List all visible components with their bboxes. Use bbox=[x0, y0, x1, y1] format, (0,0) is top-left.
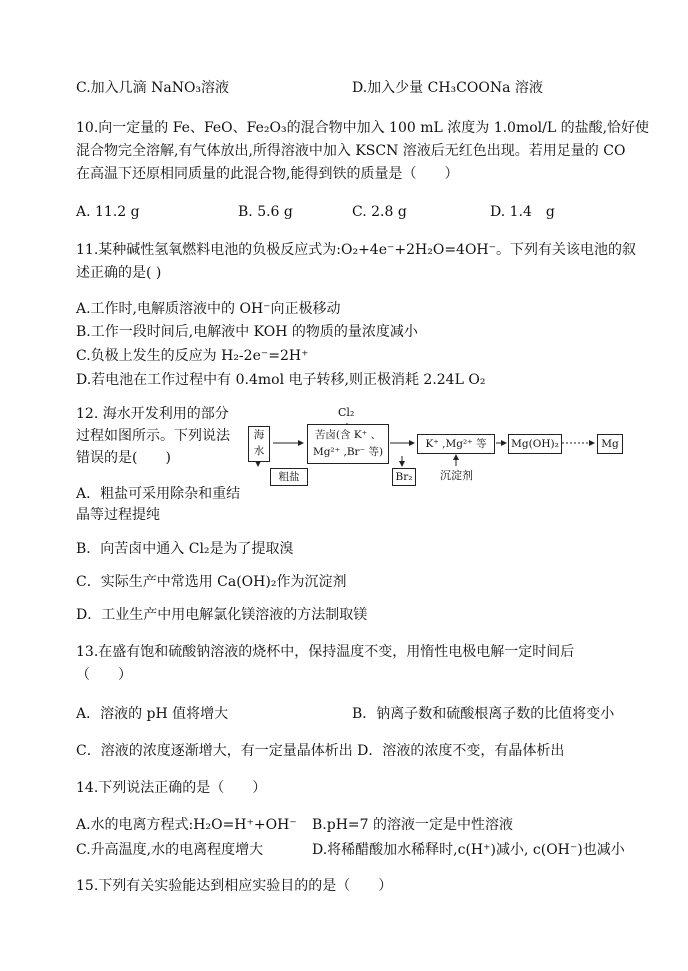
q11-option-d: D.若电池在工作过程中有 0.4mol 电子转移,则正极消耗 2.24L O₂ bbox=[76, 372, 486, 388]
precipitant-label: 沉淀剂 bbox=[440, 469, 473, 482]
q12-option-c: C．实际生产中常选用 Ca(OH)₂作为沉淀剂 bbox=[76, 574, 347, 590]
ions-box: K⁺ ,Mg²⁺ 等 bbox=[417, 434, 495, 454]
br2-box: Br₂ bbox=[392, 468, 416, 486]
q11-stem-line2: 述正确的是( ) bbox=[76, 265, 162, 281]
q9-option-c: C.加入几滴 NaNO₃溶液 bbox=[76, 80, 230, 96]
q12-option-b: B．向苦卤中通入 Cl₂是为了提取溴 bbox=[76, 541, 294, 557]
q13-option-b: B．钠离子数和硫酸根离子数的比值将变小 bbox=[352, 706, 615, 722]
q12-stem-line1: 12. 海水开发利用的部分 bbox=[76, 406, 229, 422]
q14-option-b: B.pH=7 的溶液一定是中性溶液 bbox=[312, 817, 513, 833]
q12-option-a-line1: A．粗盐可采用除杂和重结 bbox=[76, 486, 241, 502]
seawater-box: 海 水 bbox=[248, 426, 270, 462]
q10-option-d: D. 1.4 g bbox=[490, 204, 555, 220]
q12-stem-line2: 过程如图所示。下列说法 bbox=[76, 428, 230, 444]
q10-stem-line1: 10.向一定量的 Fe、FeO、Fe₂O₃的混合物中加入 100 mL 浓度为 1.0mol/L 的盐酸,恰好使 bbox=[76, 120, 650, 136]
cl2-label: Cl₂ bbox=[338, 406, 355, 419]
salt-box: 粗盐 bbox=[270, 468, 308, 486]
q14-option-c: C.升高温度,水的电离程度增大 bbox=[76, 842, 264, 858]
brine-line1: 苦卤(含 K⁺ 、 bbox=[314, 429, 382, 441]
q13-option-cd: C．溶液的浓度逐渐增大，有一定量晶体析出 D．溶液的浓度不变，有晶体析出 bbox=[76, 743, 565, 759]
brine-box bbox=[307, 424, 389, 464]
mgoh2-box: Mg(OH)₂ bbox=[508, 434, 562, 454]
q14-option-d: D.将稀醋酸加水稀释时,c(H⁺)减小, c(OH⁻)也减小 bbox=[312, 842, 625, 858]
q14-option-a: A.水的电离方程式:H₂O=H⁺+OH⁻ bbox=[76, 817, 297, 833]
mg-box: Mg bbox=[597, 434, 623, 454]
q14-stem: 14.下列说法正确的是（ ） bbox=[76, 780, 267, 796]
q10-option-c: C. 2.8 g bbox=[352, 204, 407, 220]
q10-option-a: A. 11.2 g bbox=[76, 204, 140, 220]
q12-option-a-line2: 晶等过程提纯 bbox=[76, 507, 160, 523]
q11-option-a: A.工作时,电解质溶液中的 OH⁻向正极移动 bbox=[76, 301, 341, 317]
q12-stem-line3: 错误的是( ) bbox=[76, 450, 171, 466]
q13-stem-line1: 13.在盛有饱和硫酸钠溶液的烧杯中，保持温度不变，用惰性电极电解一定时间后 bbox=[76, 644, 575, 660]
brine-line2: Mg²⁺ ,Br⁻ 等) bbox=[312, 446, 384, 458]
q10-option-b: B. 5.6 g bbox=[238, 204, 293, 220]
q11-option-c: C.负极上发生的反应为 H₂-2e⁻=2H⁺ bbox=[76, 348, 309, 364]
q15-stem: 15.下列有关实验能达到相应实验目的的是（ ） bbox=[76, 878, 393, 894]
q12-option-d: D．工业生产中用电解氯化镁溶液的方法制取镁 bbox=[76, 607, 368, 623]
q9-option-d: D.加入少量 CH₃COONa 溶液 bbox=[352, 80, 543, 96]
q13-stem-line2: （ ） bbox=[76, 667, 132, 683]
q11-stem-line1: 11.某种碱性氢氧燃料电池的负极反应式为:O₂+4e⁻+2H₂O=4OH⁻。下列有关该电池的叙 bbox=[76, 242, 637, 258]
q13-option-a: A．溶液的 pH 值将增大 bbox=[76, 706, 229, 722]
q10-stem-line2: 混合物完全溶解,有气体放出,所得溶液中加入 KSCN 溶液后无红色出现。若用足量的 CO bbox=[76, 143, 626, 159]
q10-stem-line3: 在高温下还原相同质量的此混合物,能得到铁的质量是（ ） bbox=[76, 166, 459, 182]
q11-option-b: B.工作一段时间后,电解液中 KOH 的物质的量浓度减小 bbox=[76, 324, 418, 340]
